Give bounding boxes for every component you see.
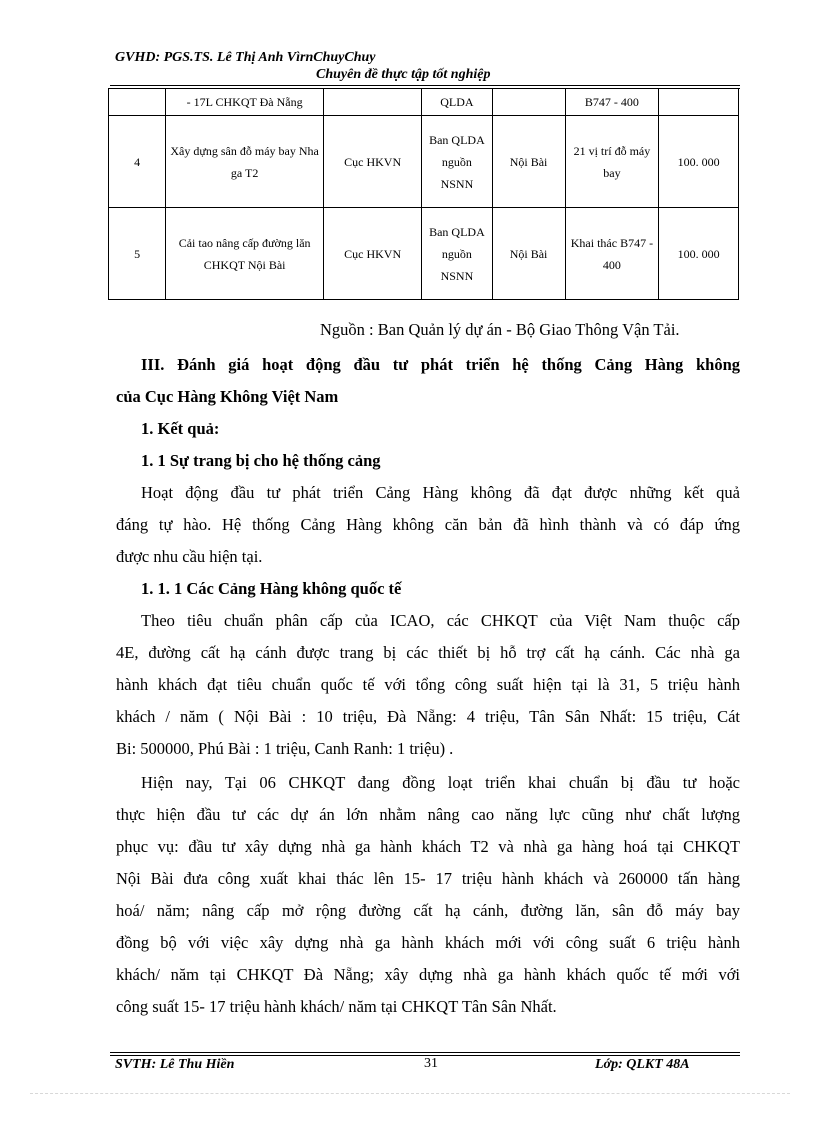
cell-capital: 100. 000 — [659, 208, 739, 300]
cell-capital: 100. 000 — [659, 116, 739, 208]
footer-rule — [110, 1052, 740, 1053]
source-note: Nguồn : Ban Quản lý dự án - Bộ Giao Thông Vận Tải. — [320, 320, 680, 339]
table-row — [109, 208, 739, 300]
paragraph-line: Nội Bài đưa công xuất khai thác lên 15- 17 triệu hành khách và 260000 tấn hàng — [116, 869, 740, 888]
paragraph-line: khách/ năm tại CHKQT Đà Nẵng; xây dựng nhà ga hành khách quốc tế mới với — [116, 965, 740, 984]
paragraph-line: Bi: 500000, Phú Bài : 1 triệu, Canh Ranh: 1 triệu) . — [116, 739, 454, 758]
paragraph-line: đồng bộ với việc xây dựng nhà ga hành khách mới với công suất 6 triệu hành — [116, 933, 740, 952]
paragraph-line: hành khách đạt tiêu chuẩn quốc tế với tổng công suất hiện tại là 31, 5 triệu hành — [116, 675, 740, 694]
cell-location: Nội Bài — [492, 208, 565, 300]
page-edge-divider — [30, 1093, 790, 1094]
paragraph-line: thực hiện đầu tư các dự án lớn nhằm nâng cao năng lực cũng như chất lượng — [116, 805, 740, 824]
subheading-results: 1. Kết quả: — [141, 419, 220, 438]
cell-scale: B747 - 400 — [565, 89, 659, 116]
paragraph-line: 4E, đường cất hạ cánh được trang bị các thiết bị hỗ trợ cất hạ cánh. Các nhà ga — [116, 643, 740, 662]
cell-manager: Ban QLDA nguồn NSNN — [422, 208, 492, 300]
paragraph-line: hoá/ năm; nâng cấp mở rộng đường cất hạ cánh, đường lăn, sân đỗ máy bay — [116, 901, 740, 920]
section-heading-line1: III. Đánh giá hoạt động đầu tư phát triển hệ thống Cảng Hàng không — [141, 355, 740, 374]
header-rule — [110, 85, 740, 86]
paragraph-line: được nhu cầu hiện tại. — [116, 547, 263, 566]
cell-name: - 17L CHKQT Đà Nẵng — [166, 89, 324, 116]
cell-stt: 5 — [109, 208, 166, 300]
header-title: Chuyên đề thực tập tốt nghiệp — [316, 67, 491, 82]
subheading-equipment: 1. 1 Sự trang bị cho hệ thống cảng — [141, 451, 381, 470]
paragraph-line: Hiện nay, Tại 06 CHKQT đang đồng loạt triển khai chuẩn bị đầu tư hoặc — [141, 773, 740, 792]
project-table — [108, 88, 739, 300]
cell-stt: 4 — [109, 116, 166, 208]
cell-location — [492, 89, 565, 116]
section-heading-line2: của Cục Hàng Không Việt Nam — [116, 387, 339, 406]
cell-name: Cải tao nâng cấp đường lăn CHKQT Nội Bài — [166, 208, 324, 300]
subheading-international-airports: 1. 1. 1 Các Cảng Hàng không quốc tế — [141, 579, 402, 598]
cell-scale: Khai thác B747 - 400 — [565, 208, 659, 300]
table-row — [109, 89, 739, 116]
footer-class: Lớp: QLKT 48A — [595, 1057, 690, 1072]
paragraph-line: khách / năm ( Nội Bài : 10 triệu, Đà Nẵng: 4 triệu, Tân Sân Nhất: 15 triệu, Cát — [116, 707, 740, 726]
table-row — [109, 116, 739, 208]
cell-capital — [659, 89, 739, 116]
cell-owner — [324, 89, 422, 116]
cell-owner: Cục HKVN — [324, 208, 422, 300]
cell-location: Nội Bài — [492, 116, 565, 208]
cell-manager: Ban QLDA nguồn NSNN — [422, 116, 492, 208]
paragraph-line: phục vụ: đầu tư xây dựng nhà ga hành khách T2 và nhà ga hàng hoá tại CHKQT — [116, 837, 740, 856]
cell-owner: Cục HKVN — [324, 116, 422, 208]
footer-student: SVTH: Lê Thu Hiền — [115, 1057, 235, 1072]
paragraph-line: công suất 15- 17 triệu hành khách/ năm tại CHKQT Tân Sân Nhất. — [116, 997, 557, 1016]
cell-stt — [109, 89, 166, 116]
cell-scale: 21 vị trí đỗ máy bay — [565, 116, 659, 208]
cell-manager: QLDA — [422, 89, 492, 116]
page-number: 31 — [424, 1056, 438, 1071]
paragraph-line: Theo tiêu chuẩn phân cấp của ICAO, các CHKQT của Việt Nam thuộc cấp — [141, 611, 740, 630]
header-advisor: GVHD: PGS.TS. Lê Thị Anh VìrnChuyChuy — [115, 50, 376, 65]
cell-name: Xây dựng sân đỗ máy bay Nha ga T2 — [166, 116, 324, 208]
paragraph-line: Hoạt động đầu tư phát triển Cảng Hàng không đã đạt được những kết quả — [141, 483, 740, 502]
paragraph-line: đáng tự hào. Hệ thống Cảng Hàng không căn bản đã hình thành và có đáp ứng — [116, 515, 740, 534]
